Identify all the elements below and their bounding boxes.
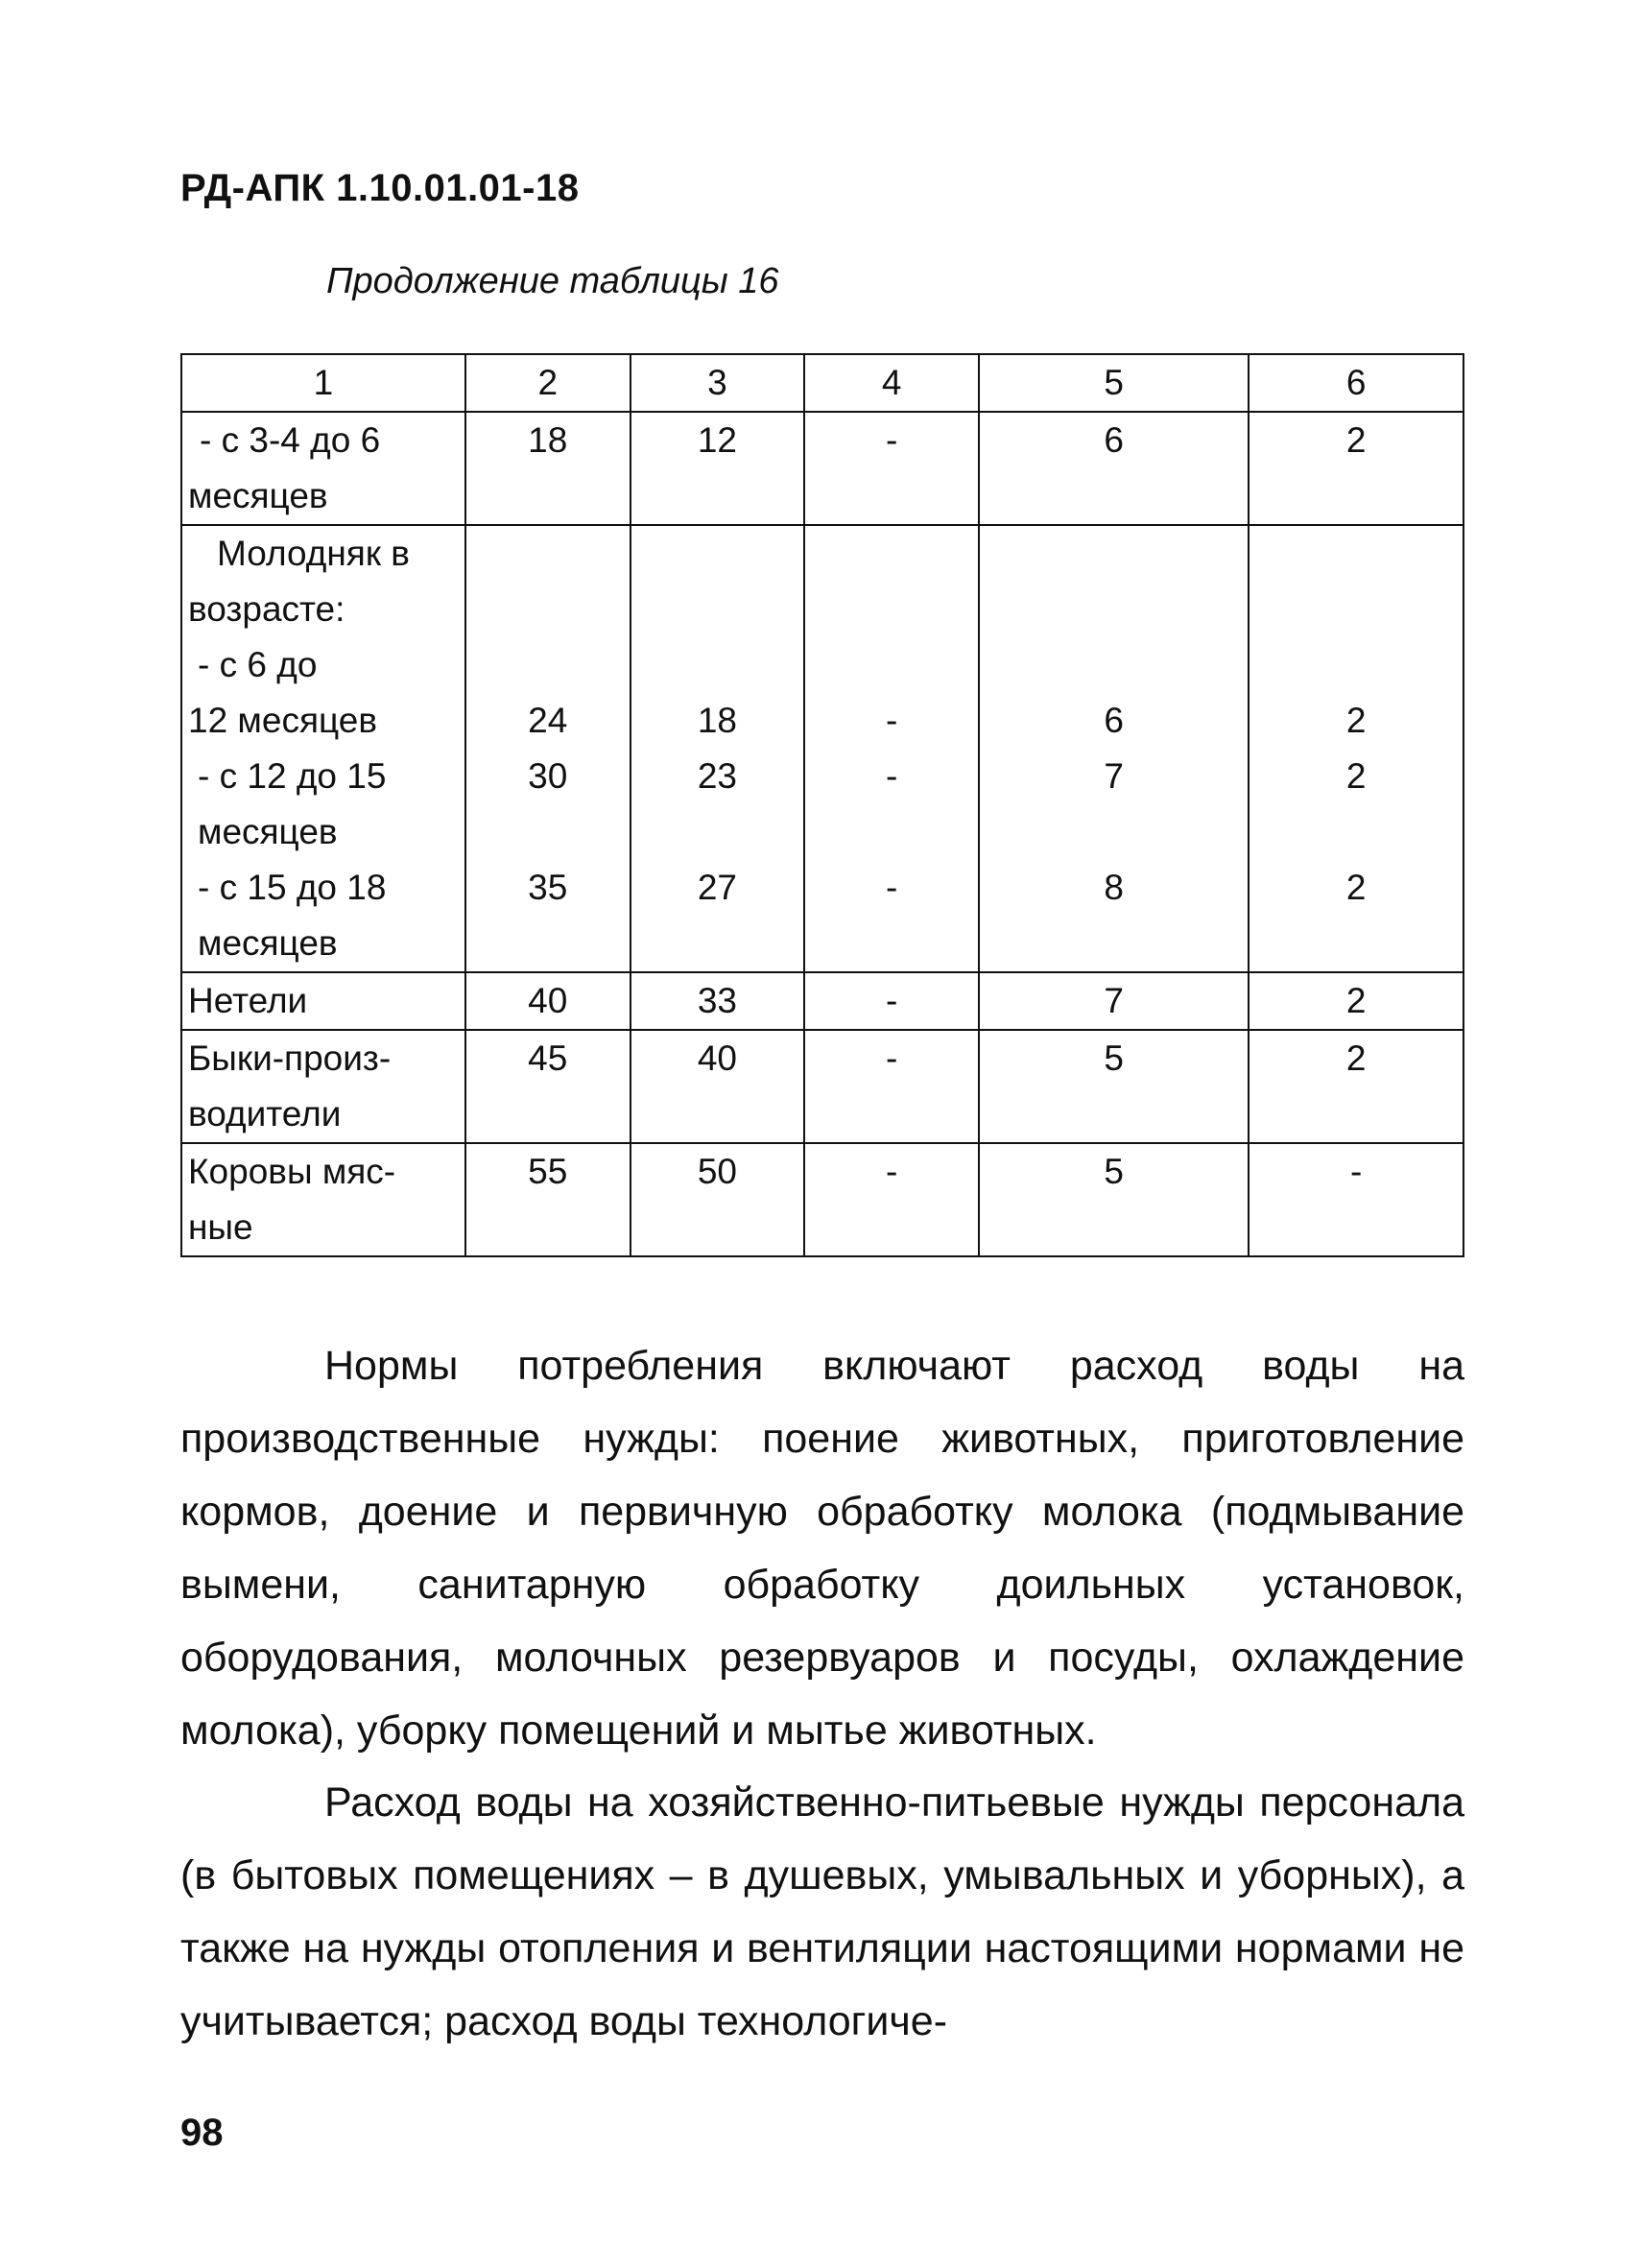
value-cell: [979, 1143, 1249, 1256]
cell-value: [470, 637, 626, 693]
body-paragraph: Нормы потребления включают расход воды на производственные нужды: поение животных, приготовление кормов, доение и первичную обработку молока (подмывание вымени, санитарную обработку доильных установок, оборудования, молочных резервуаров и посуды, охлаждение молока), уборку помещений и мытье животных.: [180, 1343, 1464, 1754]
value-cell: [979, 1030, 1249, 1143]
row-label-line: - с 15 до 18: [198, 868, 387, 907]
value-cell: [1249, 525, 1464, 972]
column-number-cell: 6: [1249, 354, 1464, 412]
cell-value: [1253, 916, 1459, 971]
table-row: [181, 525, 1464, 972]
value-cell: [979, 972, 1249, 1030]
value-cell: [804, 525, 979, 972]
value-cell: [804, 972, 979, 1030]
cell-value: 27: [697, 868, 738, 907]
cell-value: [984, 582, 1244, 637]
cell-value: 33: [697, 981, 738, 1020]
cell-value: [809, 637, 974, 693]
cell-value: 55: [528, 1152, 568, 1191]
value-cell: [465, 525, 631, 972]
page-number: 98: [180, 2112, 224, 2154]
row-label-line: Быки-произ-: [188, 1039, 392, 1078]
cell-value: [809, 804, 974, 860]
cell-value: 2: [1345, 1039, 1367, 1078]
row-label-line: возрасте:: [188, 589, 345, 629]
cell-value: [470, 804, 626, 860]
cell-value: 18: [528, 420, 568, 460]
value-cell: [1249, 1030, 1464, 1143]
cell-value: 24: [528, 701, 568, 740]
value-cell: [465, 1143, 631, 1256]
cell-value: 40: [697, 1039, 738, 1078]
value-cell: [465, 1030, 631, 1143]
cell-value: 7: [1104, 756, 1124, 796]
cell-value: [984, 916, 1244, 971]
cell-value: 8: [1104, 868, 1124, 907]
cell-value: 40: [528, 981, 568, 1020]
row-label-line: месяцев: [188, 476, 328, 515]
cell-value: [809, 582, 974, 637]
cell-value: [470, 582, 626, 637]
cell-value: [1253, 582, 1459, 637]
cell-value: 12: [697, 420, 738, 460]
table-row: [181, 1030, 1464, 1143]
cell-value: [984, 804, 1244, 860]
row-label-line: ные: [188, 1207, 253, 1247]
row-label-line: - с 12 до 15: [198, 756, 387, 796]
cell-value: -: [885, 981, 898, 1020]
table-caption: Продолжение таблицы 16: [326, 261, 779, 301]
column-number-cell: 1: [181, 354, 465, 412]
cell-value: [635, 637, 800, 693]
column-number-cell: 3: [631, 354, 805, 412]
document-code: РД-АПК 1.10.01.01-18: [180, 167, 580, 209]
cell-value: [809, 916, 974, 971]
row-label-line: месяцев: [198, 812, 338, 851]
value-cell: [465, 412, 631, 525]
value-cell: [631, 972, 805, 1030]
cell-value: 18: [697, 701, 738, 740]
row-label-cell: [181, 1030, 465, 1143]
cell-value: -: [885, 701, 898, 740]
cell-value: -: [885, 420, 898, 460]
value-cell: [631, 412, 805, 525]
water-consumption-table: [180, 353, 1464, 1257]
row-label-line: месяцев: [198, 923, 338, 963]
cell-value: [1253, 637, 1459, 693]
value-cell: [804, 1143, 979, 1256]
column-number-cell: 2: [465, 354, 631, 412]
column-number-cell: 4: [804, 354, 979, 412]
column-number-row: [181, 354, 1464, 412]
cell-value: 7: [1104, 981, 1124, 1020]
table-row: [181, 412, 1464, 525]
cell-value: 2: [1345, 420, 1367, 460]
row-label-line: - с 3-4 до 6: [200, 420, 381, 460]
cell-value: 5: [1104, 1039, 1124, 1078]
cell-value: 30: [528, 756, 568, 796]
value-cell: [465, 972, 631, 1030]
body-paragraph: Расход воды на хозяйственно-питьевые нужды персонала (в бытовых помещениях – в душевых, умывальных и уборных), а также на нужды отопления и вентиляции настоящими нормами не учитывается; расход воды технологиче-: [180, 1779, 1464, 2044]
value-cell: [631, 1030, 805, 1143]
cell-value: -: [885, 756, 898, 796]
cell-value: 23: [697, 756, 738, 796]
table-row: [181, 1143, 1464, 1256]
row-label-line: 12 месяцев: [188, 701, 377, 740]
cell-value: [635, 582, 800, 637]
row-label-cell: [181, 972, 465, 1030]
value-cell: [979, 412, 1249, 525]
row-label-cell: [181, 1143, 465, 1256]
cell-value: 6: [1104, 701, 1124, 740]
column-number-cell: 5: [979, 354, 1249, 412]
cell-value: 2: [1345, 701, 1367, 740]
cell-value: 2: [1345, 981, 1367, 1020]
row-label-line: Молодняк в: [217, 534, 410, 573]
value-cell: [1249, 412, 1464, 525]
value-cell: [1249, 972, 1464, 1030]
cell-value: [1253, 526, 1459, 582]
table-body: [181, 354, 1464, 1256]
cell-value: [635, 526, 800, 582]
value-cell: [631, 1143, 805, 1256]
row-label-cell: [181, 525, 465, 972]
cell-value: [984, 637, 1244, 693]
cell-value: -: [885, 1152, 898, 1191]
row-label-line: водители: [188, 1094, 342, 1134]
value-cell: [979, 525, 1249, 972]
cell-value: 2: [1345, 868, 1367, 907]
cell-value: -: [1350, 1152, 1363, 1191]
cell-value: [1253, 804, 1459, 860]
cell-value: [635, 916, 800, 971]
table-row: [181, 972, 1464, 1030]
value-cell: [804, 412, 979, 525]
cell-value: 5: [1104, 1152, 1124, 1191]
cell-value: [984, 526, 1244, 582]
value-cell: [804, 1030, 979, 1143]
cell-value: 50: [697, 1152, 738, 1191]
cell-value: [809, 526, 974, 582]
cell-value: 35: [528, 868, 568, 907]
value-cell: [1249, 1143, 1464, 1256]
cell-value: [635, 804, 800, 860]
row-label-cell: [181, 412, 465, 525]
cell-value: 6: [1104, 420, 1124, 460]
row-label-line: - с 6 до: [198, 645, 318, 684]
cell-value: 45: [528, 1039, 568, 1078]
value-cell: [631, 525, 805, 972]
cell-value: [470, 916, 626, 971]
cell-value: [470, 526, 626, 582]
cell-value: 2: [1345, 756, 1367, 796]
row-label-line: Нетели: [188, 981, 308, 1020]
row-label-line: Коровы мяс-: [188, 1152, 396, 1191]
cell-value: -: [885, 868, 898, 907]
cell-value: -: [885, 1039, 898, 1078]
